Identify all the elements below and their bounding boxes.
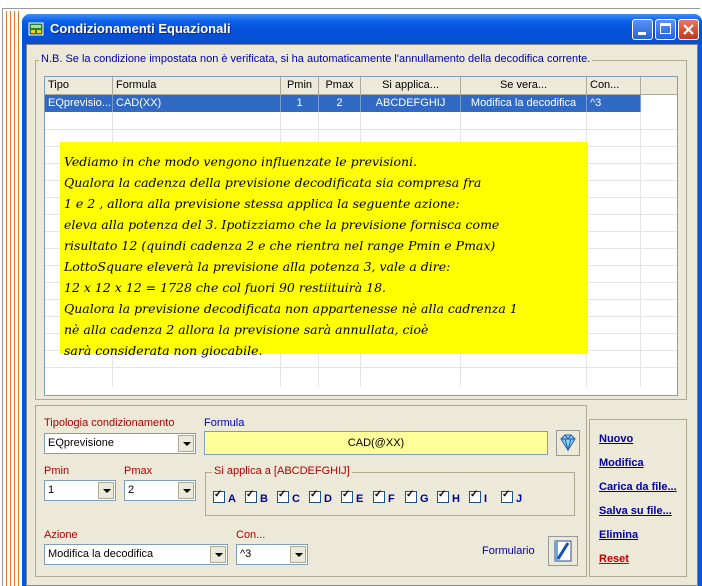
formulario-button[interactable] [548,536,578,566]
chevron-down-icon[interactable] [178,435,194,452]
tipologia-label: Tipologia condizionamento [44,417,175,429]
checkbox-icon [245,491,257,503]
checkbox-E[interactable]: ✓ E [341,491,363,505]
dialog-window [22,14,702,586]
grid-header-si-applica[interactable]: Si applica... [361,77,461,95]
grid-header-empty [641,77,678,95]
checkbox-J[interactable]: ✓ J [501,491,522,505]
formula-input[interactable]: CAD(@XX) [204,431,548,455]
checkbox-icon [309,491,321,503]
checkbox-D[interactable]: ✓ D [309,491,332,505]
note-text: N.B. Se la condizione impostata non è verificata, si ha automaticamente l'annullamento della decodifica corrente. [41,53,591,65]
explanation-line: Qualora la previsione decodificata non appartenesse nè alla cadrenza 1 [64,301,518,316]
explanation-line: sarà considerata non giocabile. [64,343,263,358]
row-tipo: EQprevisio... [45,95,113,112]
row-si-applica: ABCDEFGHIJ [361,95,461,112]
checkbox-icon [501,491,513,503]
explanation-line: 12 x 12 x 12 = 1728 che col fuori 90 restiituirà 18. [64,280,387,295]
grid-line [45,367,678,368]
salva-su-file-button[interactable]: Salva su file... [599,505,672,517]
con-value: ^3 [240,548,252,560]
checkbox-A[interactable]: ✓A [213,491,236,505]
grid-header-pmax[interactable]: Pmax [319,77,361,95]
chevron-down-icon[interactable] [178,482,194,499]
grid-header-se-vera[interactable]: Se vera... [461,77,587,95]
checkbox-B[interactable]: ✓ B [245,491,268,505]
azione-label: Azione [44,529,78,541]
checkbox-icon [373,491,385,503]
checkbox-C[interactable]: ✓ C [277,491,300,505]
con-select[interactable] [236,544,308,565]
maximize-icon [660,23,671,34]
diamond-icon [557,431,579,455]
grid-line [45,129,678,130]
pmax-value: 2 [128,484,135,496]
chevron-down-icon[interactable] [290,546,306,563]
formula-gem-button[interactable] [556,430,580,456]
explanation-line: eleva alla potenza del 3. Ipotizziamo che la previsione fornisca come [64,217,500,232]
checkbox-icon [341,491,353,503]
maximize-button[interactable] [655,19,676,40]
modifica-button[interactable]: Modifica [599,457,644,469]
explanation-line: 1 e 2 , allora alla previsione stessa applica la seguente azione: [64,196,460,211]
explanation-line: nè alla cadenza 2 allora la previsione sarà annullata, cioè [64,322,429,337]
window-title: Condizionamenti Equazionali [50,21,231,36]
minimize-icon [638,32,646,35]
elimina-button[interactable]: Elimina [599,529,639,541]
row-con: ^3 [587,95,641,112]
pmax-select[interactable] [124,480,196,501]
chevron-down-icon[interactable] [210,546,226,563]
grid-header-tipo[interactable]: Tipo [45,77,113,95]
pmin-label: Pmin [44,465,70,477]
checkbox-icon [469,491,481,503]
reset-button[interactable]: Reset [599,553,629,565]
formulario-label: Formulario [482,545,535,557]
notebook-pen-icon [549,537,577,565]
checkbox-icon [213,491,225,503]
explanation-line: Qualora la cadenza della previsione decodificata sia compresa fra [64,175,482,190]
close-icon [679,20,698,39]
con-label: Con... [236,529,266,541]
title-bar[interactable] [22,14,702,44]
row-pmax: 2 [319,95,361,112]
checkbox-icon [437,491,449,503]
app-icon [28,21,44,37]
checkbox-icon [277,491,289,503]
grid-header-con[interactable]: Con... [587,77,641,95]
checkbox-F[interactable]: ✓ F [373,491,395,505]
dialog-client [26,44,698,586]
close-button[interactable] [678,19,699,40]
explanation-note [60,142,588,358]
nuovo-button[interactable]: Nuovo [599,433,634,445]
chevron-down-icon[interactable] [98,482,114,499]
row-se-vera: Modifica la decodifica [461,95,587,112]
si-applica-label: Si applica a [ABCDEFGHIJ] [214,465,350,477]
checkbox-G[interactable]: ✓ G [405,491,429,505]
minimize-button[interactable] [632,19,653,40]
row-pmin: 1 [281,95,319,112]
grid-header-formula[interactable]: Formula [113,77,281,95]
tipologia-value: EQprevisione [48,437,115,449]
grid-header-pmin[interactable]: Pmin [281,77,319,95]
azione-select[interactable] [44,544,228,565]
pmin-value: 1 [48,484,55,496]
azione-value: Modifica la decodifica [48,548,154,560]
explanation-line: Vediamo in che modo vengono influenzate le previsioni. [64,154,418,169]
carica-da-file-button[interactable]: Carica da file... [599,481,677,493]
pmax-label: Pmax [124,465,153,477]
checkbox-H[interactable]: ✓ H [437,491,460,505]
explanation-line: LottoSquare eleverà la previsione alla potenza 3, vale a dire: [64,259,451,274]
row-formula: CAD(XX) [113,95,281,112]
grid-line [640,112,641,387]
tipologia-select[interactable] [44,433,196,454]
checkbox-I[interactable]: ✓ I [469,491,487,505]
pmin-select[interactable] [44,480,116,501]
checkbox-icon [405,491,417,503]
explanation-line: risultato 12 (quindi cadenza 2 e che rientra nel range Pmin e Pmax) [64,238,496,253]
formula-label: Formula [204,417,245,429]
